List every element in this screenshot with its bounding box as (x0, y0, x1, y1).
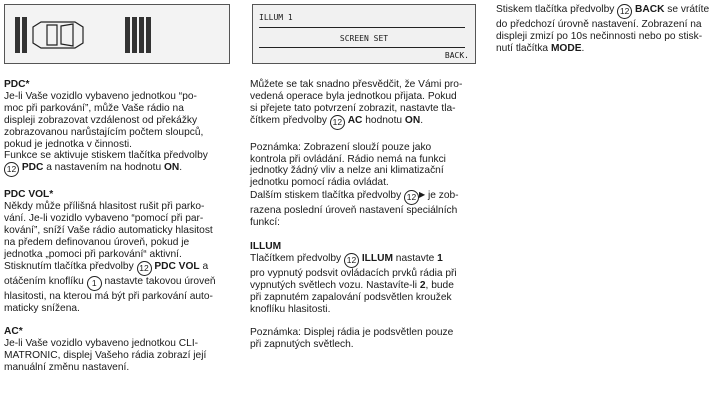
car-top-view-icon (5, 5, 229, 63)
column-3 (496, 4, 722, 55)
note-paragraph: Poznámka: Zobrazení slouží pouze jako kontrola při ovládání. Rádio nemá na funkci jednotky žádný vliv a nelze ani klimatizační jednotku pomocí rádia ovládat. (250, 141, 446, 189)
illum-note-paragraph: Poznámka: Displej rádia je podsvětlen pouze při zapnutých světlech. (250, 327, 454, 351)
preset-button-icon: 12 (4, 162, 19, 177)
preset-button-icon: 12 (330, 115, 345, 130)
illum-display-figure (252, 4, 476, 64)
illum-heading: ILLUM (250, 240, 282, 252)
illum-display-rule-bottom (259, 47, 465, 48)
illum-display-back: BACK. (444, 51, 469, 60)
illum-paragraph: Tlačítkem předvolby 12 ILLUM nastavte 1 pro vypnutý podsvit ovládacích prvků rádia při vypnutých světlech vozu. Nastavíte-li 2, bude při zapnutém zapalování podsvětlen kroužek knoflíku hlasitosti. (250, 252, 457, 315)
preset-button-icon: 12 (404, 190, 419, 205)
preset-button-icon: 12 (617, 4, 632, 19)
preset-button-icon: 12 (137, 261, 152, 276)
pdc-vol-paragraph: Někdy může přílišná hlasitost rušit při parko- vání. Je-li vozidlo vybaveno “pomocí při par- kování”, sníží Vaše rádio automaticky hlasitost na předem definovanou úroveň, pokud je jednotka „pomoci při parkování“ aktivní. Stisknutím tlačítka předvolby 12 PDC VOL a otáčením knoflíku 1 nastavte takovou úroveň hlasitosti, na kterou má být při parkování auto- maticky snížena. (4, 201, 216, 314)
column-1 (4, 79, 232, 374)
ac-confirm-paragraph: Můžete se tak snadno přesvědčit, že Vámi pro- vedená operace byla jednotkou přijata. Pokud si přejete tato potvrzení zobrazit, nastavte tla- čítkem předvolby 12 AC hodnotu ON. (250, 79, 480, 130)
ac-paragraph: Je-li Vaše vozidlo vybaveno jednotkou CLI- MATRONIC, displej Vašeho rádia zobrazí její manuální změnu nastavení. (4, 338, 207, 374)
illum-display-rule (259, 27, 465, 28)
pdc-heading: PDC* (4, 79, 30, 90)
ac-heading: AC* (4, 326, 23, 338)
back-paragraph: Stiskem tlačítka předvolby 12 BACK se vrátíte do předchozí úrovně nastavení. Zobrazení na displeji zmizí po 10s nečinnosti nebo po stisk- nutí tlačítka MODE. (496, 4, 710, 54)
preset-button-icon: 12 (344, 253, 359, 268)
illum-display-title: ILLUM 1 (259, 13, 293, 22)
volume-knob-icon: 1 (87, 276, 102, 291)
column-2 (250, 79, 480, 351)
pdc-display-figure (4, 4, 230, 64)
next-level-paragraph: Dalším stiskem tlačítka předvolby 12 ▶ je zob- razena poslední úroveň nastavení speciálních funkcí: (250, 190, 459, 229)
illum-display-center: SCREEN SET (339, 34, 389, 43)
pdc-paragraph: Je-li Vaše vozidlo vybaveno jednotkou “po- moc při parkování”, může Vaše rádio na displeji zobrazovat vzdálenost od překážky zobrazovanou narůstajícím počtem sloupců, pokud je jednotka v činnosti. Funkce se aktivuje stiskem tlačítka předvolby 12 PDC a nastavením na hodnotu ON. (4, 91, 232, 177)
pdc-vol-heading: PDC VOL* (4, 189, 54, 201)
arrow-right-icon: ▶ (419, 190, 426, 200)
